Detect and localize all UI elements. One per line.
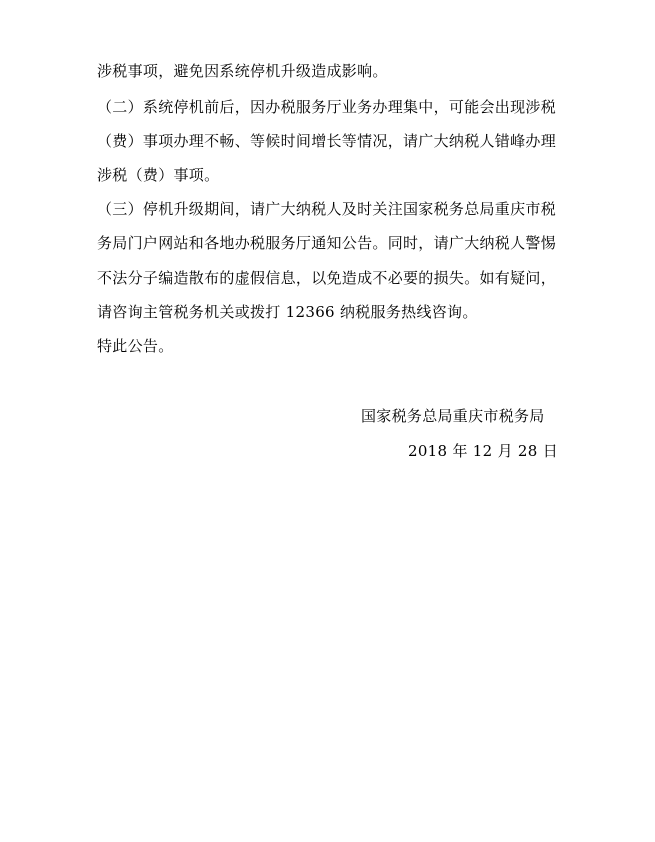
- signature-organization: 国家税务总局重庆市税务局: [361, 407, 545, 425]
- body-line-1: 涉税事项，避免因系统停机升级造成影响。: [97, 62, 388, 80]
- body-line-8: 请咨询主管税务机关或拨打 12366 纳税服务热线咨询。: [97, 303, 478, 321]
- body-line-5: （三）停机升级期间，请广大纳税人及时关注国家税务总局重庆市税: [97, 200, 557, 218]
- signature-date: 2018 年 12 月 28 日: [408, 442, 558, 460]
- body-line-2: （二）系统停机前后，因办税服务厅业务办理集中，可能会出现涉税: [97, 98, 557, 116]
- body-line-3: （费）事项办理不畅、等候时间增长等情况，请广大纳税人错峰办理: [97, 132, 557, 150]
- body-line-6: 务局门户网站和各地办税服务厅通知公告。同时，请广大纳税人警惕: [97, 234, 557, 252]
- body-line-4: 涉税（费）事项。: [97, 166, 220, 184]
- body-line-9: 特此公告。: [97, 337, 174, 355]
- body-line-7: 不法分子编造散布的虚假信息，以免造成不必要的损失。如有疑问，: [97, 269, 557, 287]
